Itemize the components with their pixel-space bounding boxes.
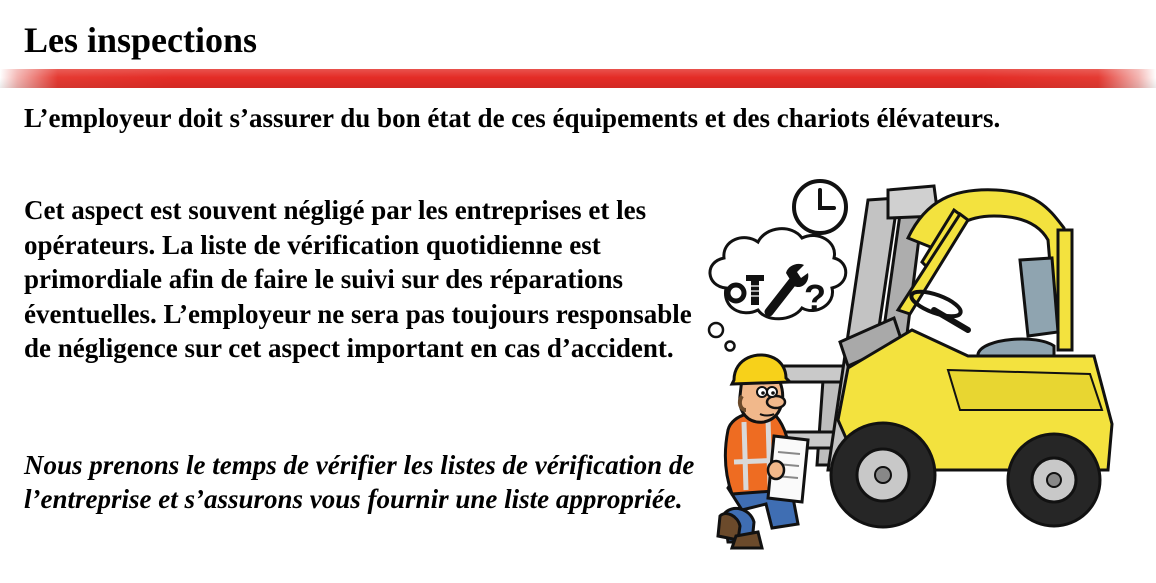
italic-note-paragraph: Nous prenons le temps de vérifier les listes de vérification de l’entreprise et s’assurons vous fournir une liste appropriée. <box>24 450 695 514</box>
worker <box>718 355 808 548</box>
intro-paragraph: L’employeur doit s’assurer du bon état de ces équipements et des chariots élévateurs. <box>24 103 1001 133</box>
clock-icon <box>794 181 846 233</box>
hard-hat <box>732 355 790 384</box>
question-mark-icon: ? <box>804 277 826 318</box>
page-title: Les inspections <box>24 20 258 60</box>
body-paragraph: Cet aspect est souvent négligé par les entreprises et les opérateurs. La liste de vérification quotidienne est primordiale afin de faire le suivi sur des réparations éventuelles. L’employeur ne sera pas toujours responsable de négligence sur cet aspect important en cas d’accident. <box>24 195 692 363</box>
rear-wheel <box>1008 434 1100 526</box>
thought-bubble <box>709 229 846 351</box>
forklift-inspection-illustration <box>698 170 1138 550</box>
front-wheel <box>831 423 935 527</box>
title-underline-bar <box>0 69 1156 88</box>
